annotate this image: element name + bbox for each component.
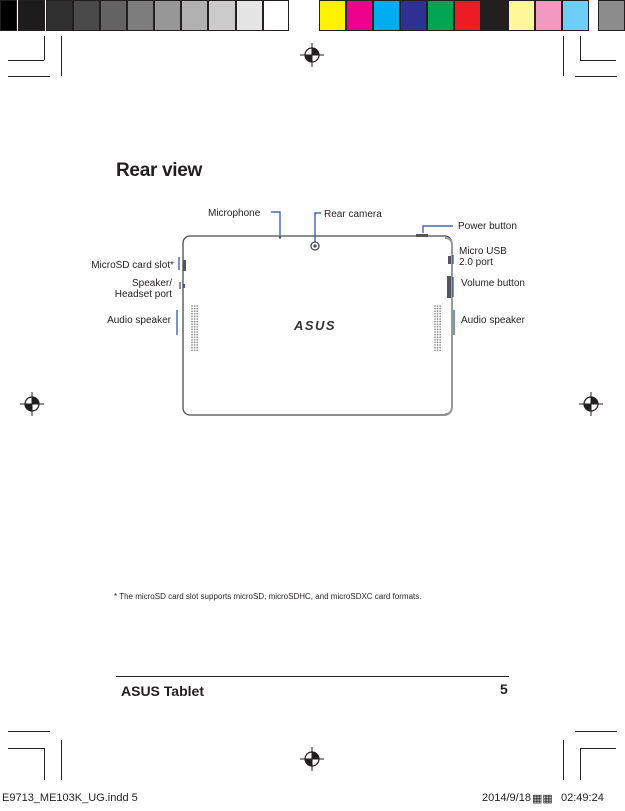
speaker-hole [196, 331, 198, 333]
speaker-hole [437, 310, 439, 312]
speaker-hole [191, 334, 193, 336]
speaker-hole [196, 329, 198, 331]
speaker-hole [437, 334, 439, 336]
speaker-hole [434, 331, 436, 333]
speaker-hole [434, 334, 436, 336]
speaker-hole [434, 323, 436, 325]
speaker-hole [194, 326, 196, 328]
speaker-hole [196, 339, 198, 341]
speaker-hole [194, 331, 196, 333]
speaker-hole [196, 344, 198, 346]
speaker-hole [191, 349, 193, 351]
speaker-hole [434, 326, 436, 328]
speaker-hole [437, 342, 439, 344]
speaker-hole [191, 342, 193, 344]
speaker-hole [196, 305, 198, 307]
speaker-hole [437, 318, 439, 320]
speaker-hole [196, 313, 198, 315]
label-micro-usb: Micro USB 2.0 port [459, 246, 507, 268]
speaker-hole [437, 347, 439, 349]
speaker-hole [434, 321, 436, 323]
speaker-hole [434, 344, 436, 346]
speaker-hole [191, 308, 193, 310]
speaker-hole [434, 305, 436, 307]
speaker-hole [196, 347, 198, 349]
speaker-hole [439, 313, 441, 315]
speaker-hole [194, 344, 196, 346]
speaker-hole [196, 310, 198, 312]
speaker-hole [191, 316, 193, 318]
speaker-hole [439, 331, 441, 333]
speaker-hole [194, 347, 196, 349]
asus-logo: ASUS [293, 318, 337, 333]
speaker-hole [437, 331, 439, 333]
speaker-hole [196, 336, 198, 338]
speaker-hole [194, 308, 196, 310]
speaker-hole [196, 318, 198, 320]
speaker-hole [196, 342, 198, 344]
speaker-hole [439, 349, 441, 351]
speaker-hole [194, 305, 196, 307]
speaker-hole [194, 329, 196, 331]
speaker-hole [194, 318, 196, 320]
speaker-hole [196, 323, 198, 325]
speaker-hole [439, 347, 441, 349]
speaker-hole [191, 344, 193, 346]
speaker-hole [437, 321, 439, 323]
speaker-hole [437, 323, 439, 325]
speaker-hole [437, 326, 439, 328]
speaker-hole [434, 342, 436, 344]
speaker-hole [434, 310, 436, 312]
page-number: 5 [500, 681, 508, 697]
speaker-hole [194, 316, 196, 318]
speaker-hole [439, 329, 441, 331]
speaker-hole [434, 316, 436, 318]
speaker-hole [437, 349, 439, 351]
speaker-hole [439, 344, 441, 346]
label-power-button: Power button [458, 221, 517, 232]
page-title: Rear view [116, 160, 203, 181]
speaker-hole [437, 329, 439, 331]
speaker-hole [196, 326, 198, 328]
speaker-hole [434, 318, 436, 320]
speaker-hole [437, 305, 439, 307]
speaker-hole [194, 339, 196, 341]
speaker-hole [434, 349, 436, 351]
speaker-hole [191, 336, 193, 338]
speaker-hole [439, 326, 441, 328]
speaker-hole [196, 308, 198, 310]
speaker-hole [191, 305, 193, 307]
speaker-hole [191, 318, 193, 320]
speaker-hole [196, 349, 198, 351]
speaker-hole [194, 310, 196, 312]
speaker-hole [191, 331, 193, 333]
speaker-hole [439, 336, 441, 338]
volume-button-shape [447, 276, 451, 298]
slug-glyph: ▦▦ [532, 793, 553, 805]
speaker-hole [194, 321, 196, 323]
speaker-hole [191, 321, 193, 323]
speaker-hole [191, 310, 193, 312]
speaker-hole [439, 321, 441, 323]
speaker-hole [439, 334, 441, 336]
speaker-hole [439, 316, 441, 318]
speaker-hole [196, 316, 198, 318]
speaker-hole [434, 329, 436, 331]
speaker-hole [194, 334, 196, 336]
speaker-hole [437, 339, 439, 341]
label-rear-camera: Rear camera [324, 209, 382, 220]
speaker-hole [437, 316, 439, 318]
slug-time: 02:49:24 [561, 792, 604, 804]
label-audio-speaker-left: Audio speaker [107, 315, 171, 326]
speaker-hole [437, 308, 439, 310]
speaker-hole [439, 323, 441, 325]
micro-usb-shape [448, 256, 451, 264]
footer-rule [116, 676, 509, 677]
speaker-hole [439, 310, 441, 312]
speaker-hole [437, 344, 439, 346]
speaker-hole [194, 349, 196, 351]
speaker-hole [191, 326, 193, 328]
speaker-hole [194, 313, 196, 315]
label-speaker-headset: Speaker/ Headset port [114, 278, 172, 300]
speaker-hole [191, 313, 193, 315]
speaker-hole [191, 329, 193, 331]
speaker-hole [437, 336, 439, 338]
speaker-hole [439, 308, 441, 310]
speaker-hole [434, 336, 436, 338]
speaker-hole [194, 323, 196, 325]
slug-file: E9713_ME103K_UG.indd 5 [2, 792, 138, 804]
speaker-hole [434, 308, 436, 310]
speaker-hole [439, 305, 441, 307]
speaker-hole [191, 347, 193, 349]
speaker-hole [439, 342, 441, 344]
speaker-hole [437, 313, 439, 315]
headset-port-shape [183, 284, 185, 288]
speaker-hole [439, 339, 441, 341]
speaker-hole [196, 321, 198, 323]
footer-title: ASUS Tablet [121, 683, 204, 699]
label-microsd-slot: MicroSD card slot* [91, 260, 174, 271]
microsd-slot-shape [183, 260, 186, 271]
slug-date: 2014/9/18 [482, 792, 531, 804]
speaker-hole [434, 347, 436, 349]
footnote: * The microSD card slot supports microSD, microSDHC, and microSDXC card formats. [114, 592, 422, 601]
speaker-hole [194, 342, 196, 344]
speaker-hole [194, 336, 196, 338]
label-microphone: Microphone [208, 208, 261, 219]
label-audio-speaker-right: Audio speaker [461, 315, 525, 326]
speaker-hole [434, 313, 436, 315]
speaker-hole [191, 323, 193, 325]
microphone-hole [279, 236, 281, 238]
label-volume-button: Volume button [461, 278, 525, 289]
speaker-hole [439, 318, 441, 320]
speaker-hole [434, 339, 436, 341]
speaker-hole [196, 334, 198, 336]
power-button-shape [416, 234, 428, 237]
speaker-hole [191, 339, 193, 341]
